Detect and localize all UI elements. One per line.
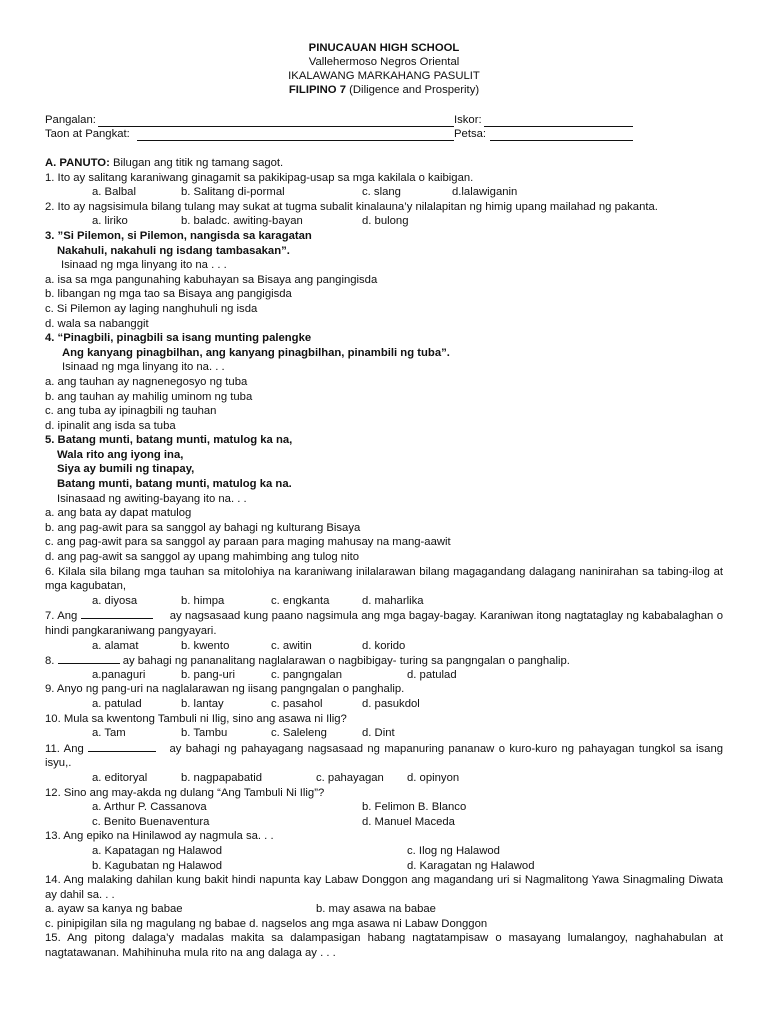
- q6-option-c[interactable]: c. engkanta: [271, 594, 330, 607]
- instruction-label: A. PANUTO:: [45, 157, 110, 169]
- q11-option-c[interactable]: c. pahayagan: [316, 771, 384, 784]
- q11-prefix: 11. Ang: [45, 742, 84, 755]
- q12-option-b[interactable]: b. Felimon B. Blanco: [362, 801, 467, 814]
- q14-options-cd[interactable]: c. pinipigilan sila ng magulang ng babae d. nagselos ang mga asawa ni Labaw Donggon: [45, 917, 488, 930]
- year-section-label: Taon at Pangkat:: [45, 128, 130, 140]
- question-5-prompt: Isinasaad ng awiting-bayang ito na. . .: [57, 492, 247, 505]
- q2-option-b[interactable]: b. baladc. awiting-bayan: [181, 215, 303, 228]
- year-section-field[interactable]: [137, 140, 454, 141]
- q1-option-b[interactable]: b. Salitang di-pormal: [181, 186, 285, 199]
- q11-options: [45, 771, 723, 786]
- question-3-line-1: 3. ”Si Pilemon, si Pilemon, nangisda sa karagatan: [45, 229, 312, 242]
- score-field[interactable]: [484, 126, 633, 127]
- q11-option-b[interactable]: b. nagpapabatid: [181, 771, 263, 784]
- instruction: [45, 156, 723, 171]
- q5-option-d[interactable]: d. ang pag-awit sa sanggol ay upang mahimbing ang tulog nito: [45, 551, 360, 564]
- name-label: Pangalan:: [45, 114, 96, 126]
- question-5-line-3: Siya ay bumili ng tinapay,: [57, 463, 195, 476]
- q12-options-row-1: [45, 800, 723, 815]
- questions-section: [45, 156, 723, 961]
- q1-options: [45, 185, 723, 200]
- q14-option-a[interactable]: a. ayaw sa kanya ng babae: [45, 903, 183, 916]
- q7-options: [45, 639, 723, 654]
- subject-line: [0, 83, 768, 98]
- q7-option-a[interactable]: a. alamat: [92, 639, 139, 652]
- q1-option-c[interactable]: c. slang: [362, 186, 401, 199]
- q3-option-b[interactable]: b. libangan ng mga tao sa Bisaya ang pangigisda: [45, 288, 292, 301]
- q7-blank[interactable]: [81, 608, 153, 619]
- q3-option-d[interactable]: d. wala sa nabanggit: [45, 317, 149, 330]
- q13-options-row-1: [45, 844, 723, 859]
- question-4-line-1: 4. “Pinagbili, pinagbili sa isang munting palengke: [45, 332, 312, 345]
- q11-option-a[interactable]: a. editoryal: [92, 771, 148, 784]
- question-1: 1. Ito ay salitang karaniwang ginagamit sa pakikipag-usap sa mga kakilala o kaibigan.: [45, 171, 474, 184]
- question-5-line-4: Batang munti, batang munti, matulog ka na.: [57, 478, 292, 491]
- q9-option-a[interactable]: a. patulad: [92, 697, 142, 710]
- q1-option-a[interactable]: a. Balbal: [92, 186, 136, 199]
- q4-option-a[interactable]: a. ang tauhan ay nagnenegosyo ng tuba: [45, 375, 248, 388]
- q7-suffix: ay nagsasaad kung paano nagsimula ang mga bagay-bagay. Karaniwan itong nagtataglay ng kababalaghan o hindi pangkaraniwang pangyayari.: [45, 610, 724, 637]
- q3-option-c[interactable]: c. Si Pilemon ay laging nanghuhuli ng isda: [45, 302, 258, 315]
- date-field[interactable]: [490, 140, 633, 141]
- question-10: 10. Mula sa kwentong Tambuli ni Ilig, sino ang asawa ni Ilig?: [45, 712, 347, 725]
- q11-blank[interactable]: [88, 741, 156, 752]
- q9-option-c[interactable]: c. pasahol: [271, 697, 323, 710]
- q8-prefix: 8.: [45, 655, 55, 668]
- q12-option-d[interactable]: d. Manuel Maceda: [362, 815, 455, 828]
- q7-option-b[interactable]: b. kwento: [181, 639, 230, 652]
- q12-option-c[interactable]: c. Benito Buenaventura: [92, 815, 210, 828]
- q13-option-a[interactable]: a. Kapatagan ng Halawod: [92, 844, 223, 857]
- instruction-text: Bilugan ang titik ng tamang sagot.: [109, 157, 284, 169]
- q14-options-row-1: [45, 902, 723, 917]
- q4-option-d[interactable]: d. ipinalit ang isda sa tuba: [45, 419, 176, 432]
- subject-section: (Diligence and Prosperity): [346, 84, 480, 96]
- question-6: 6. Kilala sila bilang mga tauhan sa mitolohiya na karaniwang inilalarawan bilang magagandang dalagang naninirahan sa tabing-ilog at mga kagubatan,: [45, 565, 723, 593]
- question-3-prompt: Isinaad ng mga linyang ito na . . .: [61, 259, 227, 272]
- q9-options: [45, 697, 723, 712]
- q10-option-c[interactable]: c. Saleleng: [271, 727, 327, 740]
- q4-option-c[interactable]: c. ang tuba ay ipinagbili ng tauhan: [45, 405, 217, 418]
- q1-option-d[interactable]: d.lalawiganin: [452, 186, 518, 199]
- q8-blank[interactable]: [58, 653, 120, 664]
- q2-option-a[interactable]: a. liriko: [92, 215, 128, 228]
- q14-option-b[interactable]: b. may asawa na babae: [316, 903, 436, 916]
- q3-option-a[interactable]: a. isa sa mga pangunahing kabuhayan sa Bisaya ang pangingisda: [45, 273, 378, 286]
- question-11: [45, 741, 723, 771]
- question-9: 9. Anyo ng pang-uri na naglalarawan ng iisang pangngalan o panghalip.: [45, 683, 405, 696]
- q13-option-c[interactable]: c. Ilog ng Halawod: [407, 844, 500, 857]
- q13-options-row-2: [45, 859, 723, 874]
- question-12: 12. Sino ang may-akda ng dulang “Ang Tambuli Ni Ilig”?: [45, 786, 325, 799]
- q7-prefix: 7. Ang: [45, 610, 78, 623]
- q6-options: [45, 594, 723, 609]
- q6-option-d[interactable]: d. maharlika: [362, 594, 424, 607]
- q10-option-b[interactable]: b. Tambu: [181, 727, 228, 740]
- q7-option-d[interactable]: d. korido: [362, 639, 406, 652]
- question-14: 14. Ang malaking dahilan kung bakit hindi napunta kay Labaw Donggon ang magandang uri si Nagmalitong Yawa Sinagmaling Diwata ay dahil sa. . .: [45, 874, 723, 901]
- question-7: [45, 608, 723, 638]
- name-field[interactable]: [98, 126, 454, 127]
- school-name: PINUCAUAN HIGH SCHOOL: [308, 42, 460, 54]
- q5-option-b[interactable]: b. ang pag-awit para sa sanggol ay bahagi ng kulturang Bisaya: [45, 521, 361, 534]
- q11-option-d[interactable]: d. opinyon: [407, 771, 460, 784]
- q4-option-b[interactable]: b. ang tauhan ay mahilig uminom ng tuba: [45, 390, 253, 403]
- question-5-line-1: 5. Batang munti, batang munti, matulog ka na,: [45, 434, 293, 447]
- question-5-line-2: Wala rito ang iyong ina,: [57, 448, 184, 461]
- q10-option-a[interactable]: a. Tam: [92, 727, 126, 740]
- question-4-line-2: Ang kanyang pinagbilhan, ang kanyang pinagbilhan, pinambili ng tuba”.: [62, 346, 450, 359]
- q8-options: [45, 668, 723, 683]
- q11-suffix: ay bahagi ng pahayagang nagsasaad ng mapanuring pananaw o kuro-kuro ng pahayagan tungkol sa isang isyu,.: [45, 742, 724, 770]
- question-8: [45, 653, 723, 668]
- q8-option-b[interactable]: b. pang-uri: [181, 668, 236, 681]
- q5-option-a[interactable]: a. ang bata ay dapat matulog: [45, 507, 192, 520]
- q9-option-d[interactable]: d. pasukdol: [362, 697, 420, 710]
- question-2: 2. Ito ay nagsisimula bilang tulang may sukat at tugma subalit kinalauna’y nilalapitan ng himig upang mailahad ng pakanta.: [45, 200, 658, 213]
- q8-option-c[interactable]: c. pangngalan: [271, 668, 342, 681]
- q2-option-d[interactable]: d. bulong: [362, 215, 409, 228]
- q6-option-b[interactable]: b. himpa: [181, 594, 225, 607]
- q6-option-a[interactable]: a. diyosa: [92, 594, 138, 607]
- q10-option-d[interactable]: d. Dint: [362, 727, 395, 740]
- question-13: 13. Ang epiko na Hinilawod ay nagmula sa. . .: [45, 830, 274, 843]
- question-15: 15. Ang pitong dalaga’y madalas makita sa dalampasigan habang nagtatampisaw o masayang lumalangoy, naghahabulan at nagtatawanan. Mahihinuha mula rito na ang dalaga ay . . .: [45, 932, 723, 960]
- question-3-line-2: Nakahuli, nakahuli ng isdang tambasakan”.: [57, 244, 290, 257]
- q8-option-a[interactable]: a.panaguri: [92, 668, 146, 681]
- q8-suffix: ay bahagi ng pananalitang naglalarawan o nagbibigay- turing sa pangngalan o panghalip.: [119, 655, 570, 668]
- subject-name: FILIPINO 7: [288, 84, 346, 96]
- school-location: Vallehermoso Negros Oriental: [308, 56, 460, 68]
- q10-options: [45, 726, 723, 741]
- q12-options-row-2: [45, 815, 723, 830]
- q5-option-c[interactable]: c. ang pag-awit para sa sanggol ay paraan para maging mahusay na mang-aawit: [45, 536, 451, 549]
- q9-option-b[interactable]: b. lantay: [181, 697, 224, 710]
- q8-option-d[interactable]: d. patulad: [407, 668, 457, 681]
- q2-options: [45, 214, 723, 229]
- q7-option-c[interactable]: c. awitin: [271, 639, 312, 652]
- question-4-prompt: Isinaad ng mga linyang ito na. . .: [62, 361, 225, 374]
- score-label: Iskor:: [454, 114, 482, 126]
- exam-title: IKALAWANG MARKAHANG PASULIT: [288, 70, 480, 82]
- q13-option-b[interactable]: b. Kagubatan ng Halawod: [92, 859, 223, 872]
- q12-option-a[interactable]: a. Arthur P. Cassanova: [92, 801, 207, 814]
- q13-option-d[interactable]: d. Karagatan ng Halawod: [407, 859, 535, 872]
- date-label: Petsa:: [454, 128, 487, 140]
